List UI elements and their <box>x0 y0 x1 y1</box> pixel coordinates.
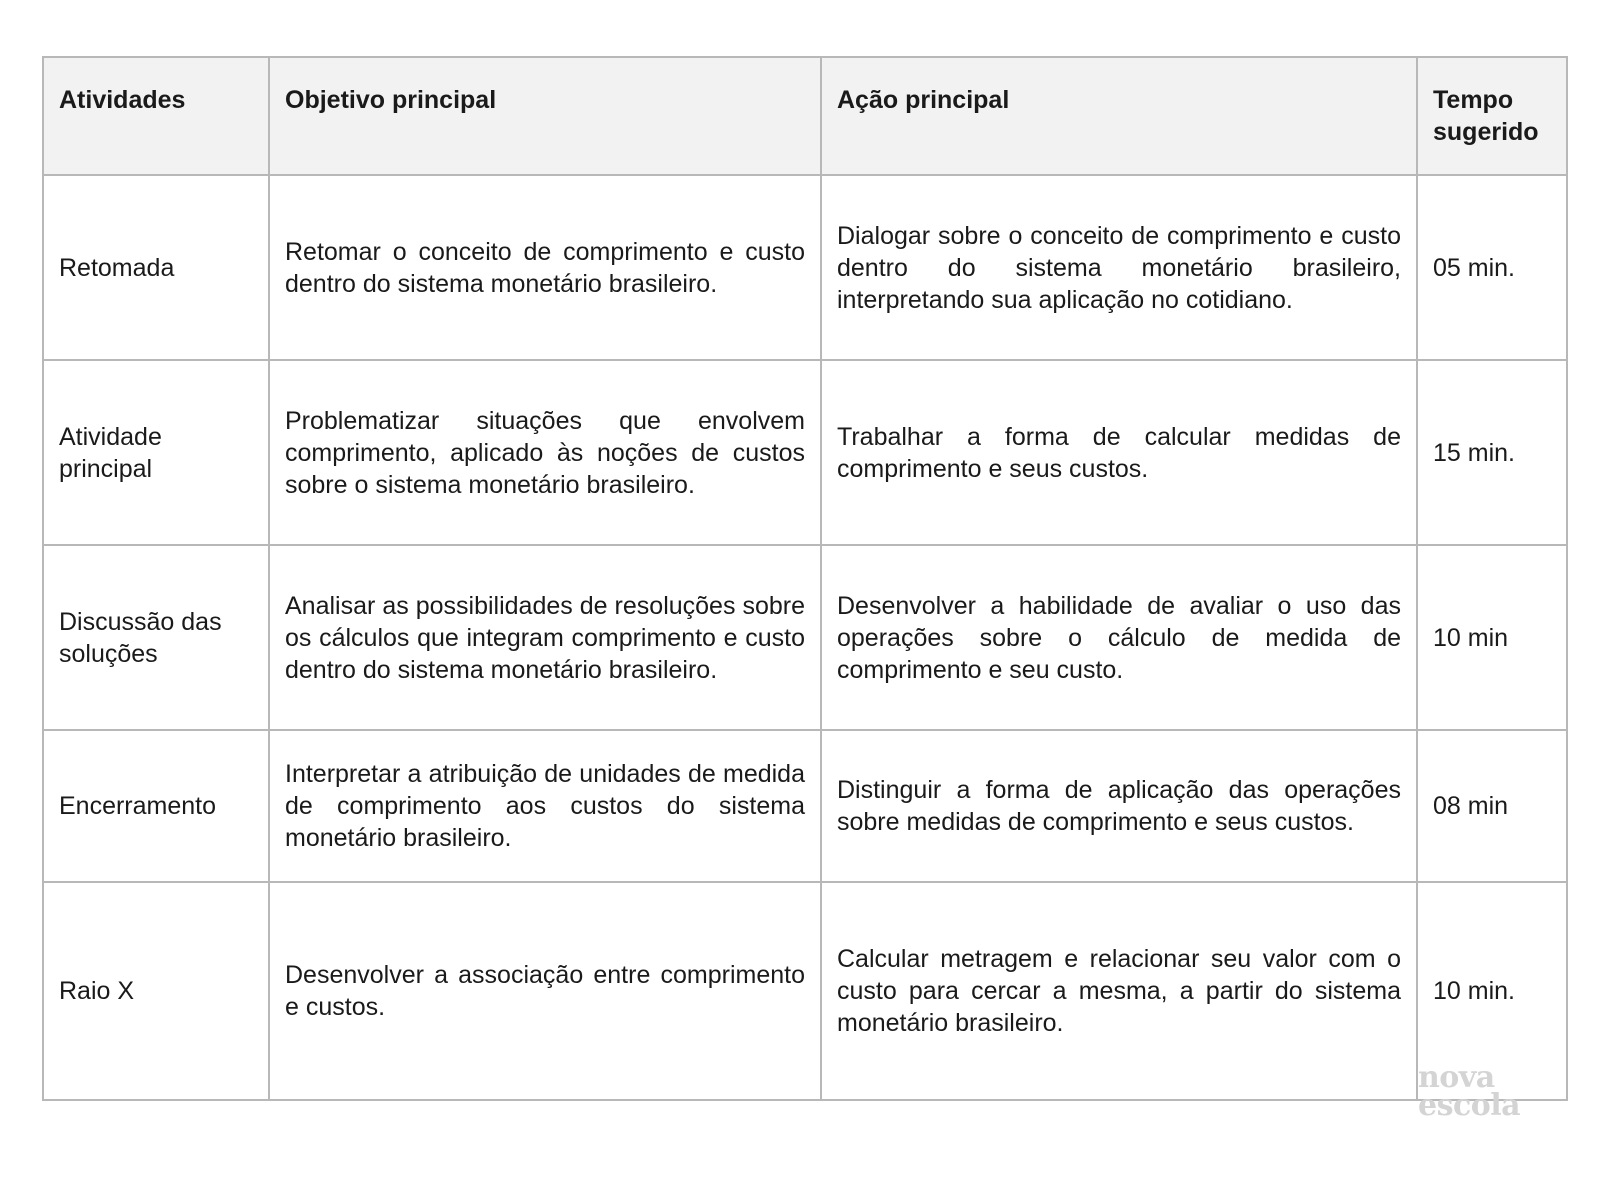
header-action: Ação principal <box>821 57 1417 175</box>
cell-time: 10 min <box>1417 545 1567 730</box>
header-objective: Objetivo principal <box>269 57 821 175</box>
lesson-plan-table-container <box>42 56 1566 1101</box>
cell-objective: Interpretar a atribuição de unidades de medida de comprimento aos custos do sistema monetário brasileiro. <box>269 730 821 882</box>
cell-objective: Problematizar situações que envolvem comprimento, aplicado às noções de custos sobre o sistema monetário brasileiro. <box>269 360 821 545</box>
cell-action: Desenvolver a habilidade de avaliar o uso das operações sobre o cálculo de medida de comprimento e seu custo. <box>821 545 1417 730</box>
cell-activity: Atividade principal <box>43 360 269 545</box>
header-time: Tempo sugerido <box>1417 57 1567 175</box>
cell-time: 08 min <box>1417 730 1567 882</box>
table-row <box>43 545 1567 730</box>
cell-time: 15 min. <box>1417 360 1567 545</box>
nova-escola-logo <box>1418 1060 1521 1123</box>
logo-line-2: escola <box>1418 1088 1521 1123</box>
cell-action: Trabalhar a forma de calcular medidas de comprimento e seus custos. <box>821 360 1417 545</box>
logo-line-1: nova <box>1418 1060 1495 1095</box>
cell-action: Distinguir a forma de aplicação das operações sobre medidas de comprimento e seus custos. <box>821 730 1417 882</box>
cell-time: 05 min. <box>1417 175 1567 360</box>
table-header-row <box>43 57 1567 175</box>
cell-action: Dialogar sobre o conceito de comprimento e custo dentro do sistema monetário brasileiro, interpretando sua aplicação no cotidiano. <box>821 175 1417 360</box>
cell-action: Calcular metragem e relacionar seu valor com o custo para cercar a mesma, a partir do sistema monetário brasileiro. <box>821 882 1417 1100</box>
lesson-plan-table <box>42 56 1568 1101</box>
table-row <box>43 175 1567 360</box>
cell-activity: Raio X <box>43 882 269 1100</box>
table-row <box>43 360 1567 545</box>
cell-objective: Analisar as possibilidades de resoluções sobre os cálculos que integram comprimento e custo dentro do sistema monetário brasileiro. <box>269 545 821 730</box>
header-activities: Atividades <box>43 57 269 175</box>
cell-objective: Desenvolver a associação entre comprimento e custos. <box>269 882 821 1100</box>
cell-activity: Encerramento <box>43 730 269 882</box>
cell-activity: Retomada <box>43 175 269 360</box>
cell-objective: Retomar o conceito de comprimento e custo dentro do sistema monetário brasileiro. <box>269 175 821 360</box>
cell-time: 10 min. <box>1417 882 1567 1100</box>
table-row <box>43 882 1567 1100</box>
table-row <box>43 730 1567 882</box>
cell-activity: Discussão das soluções <box>43 545 269 730</box>
